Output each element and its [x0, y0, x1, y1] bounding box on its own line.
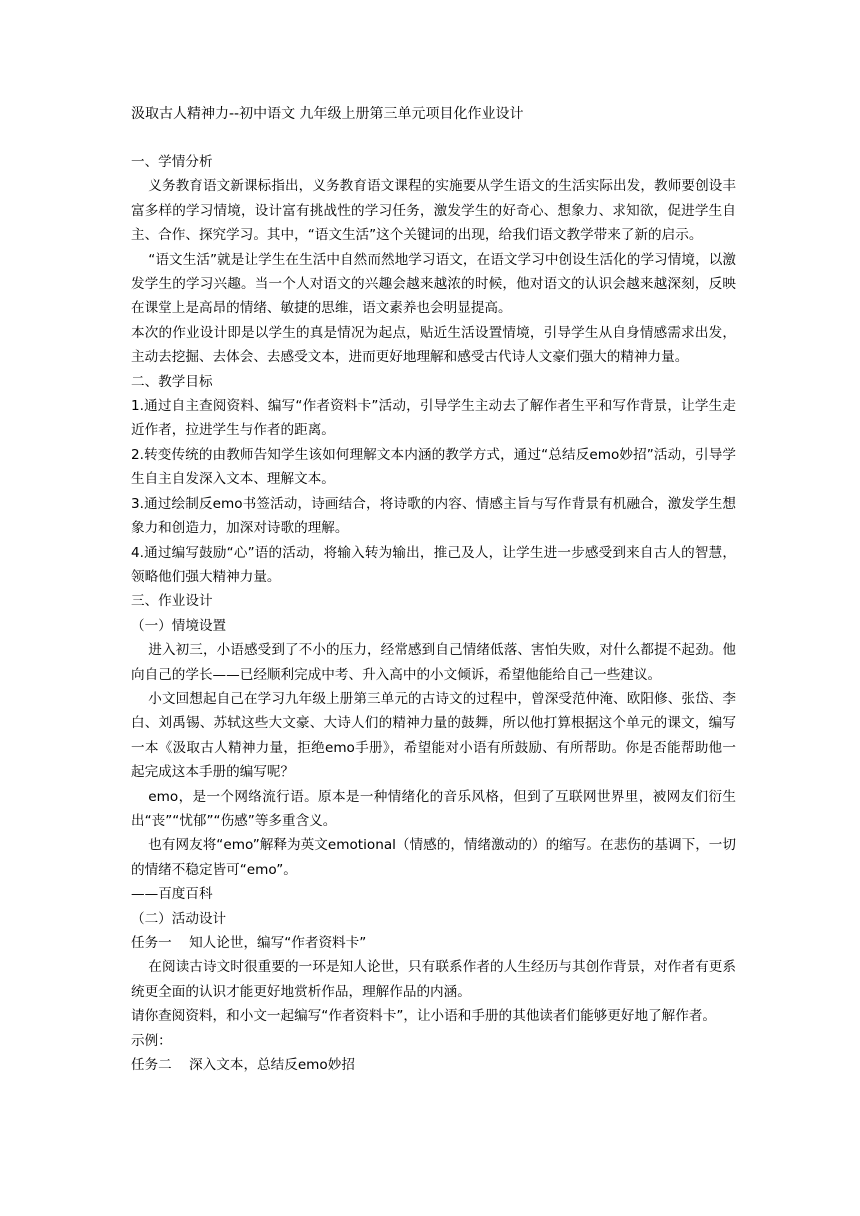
citation: ——百度百科 — [131, 886, 213, 903]
paragraph: 本次的作业设计即是以学生的真是情况为起点，贴近生活设置情境，引导学生从自身情感需求出发，主动去挖掘、去体会、去感受文本，进而更好地理解和感受古代诗人文豪们强大的精神力量。 — [131, 324, 736, 366]
paragraph: emo，是一个网络流行语。原本是一种情绪化的音乐风格，但到了互联网世界里，被网友们衍生出“丧”“忧郁”“伤感”等多重含义。 — [131, 788, 736, 829]
paragraph: 进入初三，小语感受到了不小的压力，经常感到自己情绪低落、害怕失败，对什么都提不起劲。他向自己的学长——已经顺利完成中考、升入高中的小文倾诉，希望他能给自己一些建议。 — [131, 642, 736, 683]
paragraph: “语文生活”就是让学生在生活中自然而然地学习语文，在语文学习中创设生活化的学习情境，以激发学生的学习兴趣。当一个人对语文的兴趣会越来越浓的时候，他对语文的认识会越来越深刻，反映在课堂上是高昂的情绪、敏捷的思维，语文素养也会明显提高。 — [131, 251, 736, 317]
task-heading-1: 任务一 知人论世，编写“作者资料卡” — [131, 935, 367, 951]
paragraph: 请你查阅资料，和小文一起编写“作者资料卡”，让小语和手册的其他读者们能够更好地了解作者。 — [131, 1008, 717, 1025]
task-heading-2: 任务二 深入文本，总结反emo妙招 — [131, 1057, 355, 1074]
goal-item-4: 4.通过编写鼓励“心”语的活动，将输入转为输出，推己及人，让学生进一步感受到来自古人的智慧，领略他们强大精神力量。 — [131, 544, 736, 585]
paragraph: 义务教育语文新课标指出，义务教育语文课程的实施要从学生语文的生活实际出发，教师要创设丰富多样的学习情境，设计富有挑战性的学习任务，激发学生的好奇心、想象力、求知欲，促进学生自主、合作、探究学习。其中，“语文生活”这个关键词的出现，给我们语文教学带来了新的启示。 — [131, 178, 736, 244]
section-heading-analysis: 一、学情分析 — [131, 154, 213, 170]
goal-item-1: 1.通过自主查阅资料、编写“作者资料卡”活动，引导学生主动去了解作者生平和写作背景，让学生走近作者，拉进学生与作者的距离。 — [131, 398, 736, 439]
paragraph: 也有网友将“emo”解释为英文emotional（情感的，情绪激动的）的缩写。在悲伤的基调下，一切的情绪不稳定皆可“emo”。 — [131, 837, 736, 878]
document-title: 汲取古人精神力--初中语文 九年级上册第三单元项目化作业设计 — [131, 106, 524, 122]
paragraph: 在阅读古诗文时很重要的一环是知人论世，只有联系作者的人生经历与其创作背景，对作者有更系统更全面的认识才能更好地赏析作品，理解作品的内涵。 — [131, 959, 736, 1000]
section-heading-design: 三、作业设计 — [131, 593, 213, 610]
subsection-heading-scenario: （一）情境设置 — [131, 617, 227, 634]
goal-item-2: 2.转变传统的由教师告知学生该如何理解文本内涵的教学方式，通过“总结反emo妙招”活动，引导学生自主自发深入文本、理解文本。 — [131, 446, 736, 488]
paragraph: 小文回想起自己在学习九年级上册第三单元的古诗文的过程中，曾深受范仲淹、欧阳修、张岱、李白、刘禹锡、苏轼这些大文豪、大诗人们的精神力量的鼓舞，所以他打算根据这个单元的课文，编写一本《汲取古人精神力量，拒绝emo手册》，希望能对小语有所鼓励、有所帮助。你是否能帮助他一起完成这本手册的编写呢？ — [131, 690, 736, 781]
section-heading-goals: 二、教学目标 — [131, 373, 213, 390]
subsection-heading-activities: （二）活动设计 — [131, 910, 227, 927]
document-page — [131, 102, 736, 1077]
example-label: 示例： — [131, 1032, 172, 1049]
goal-item-3: 3.通过绘制反emo书签活动，诗画结合，将诗歌的内容、情感主旨与写作背景有机融合，激发学生想象力和创造力，加深对诗歌的理解。 — [131, 495, 736, 537]
